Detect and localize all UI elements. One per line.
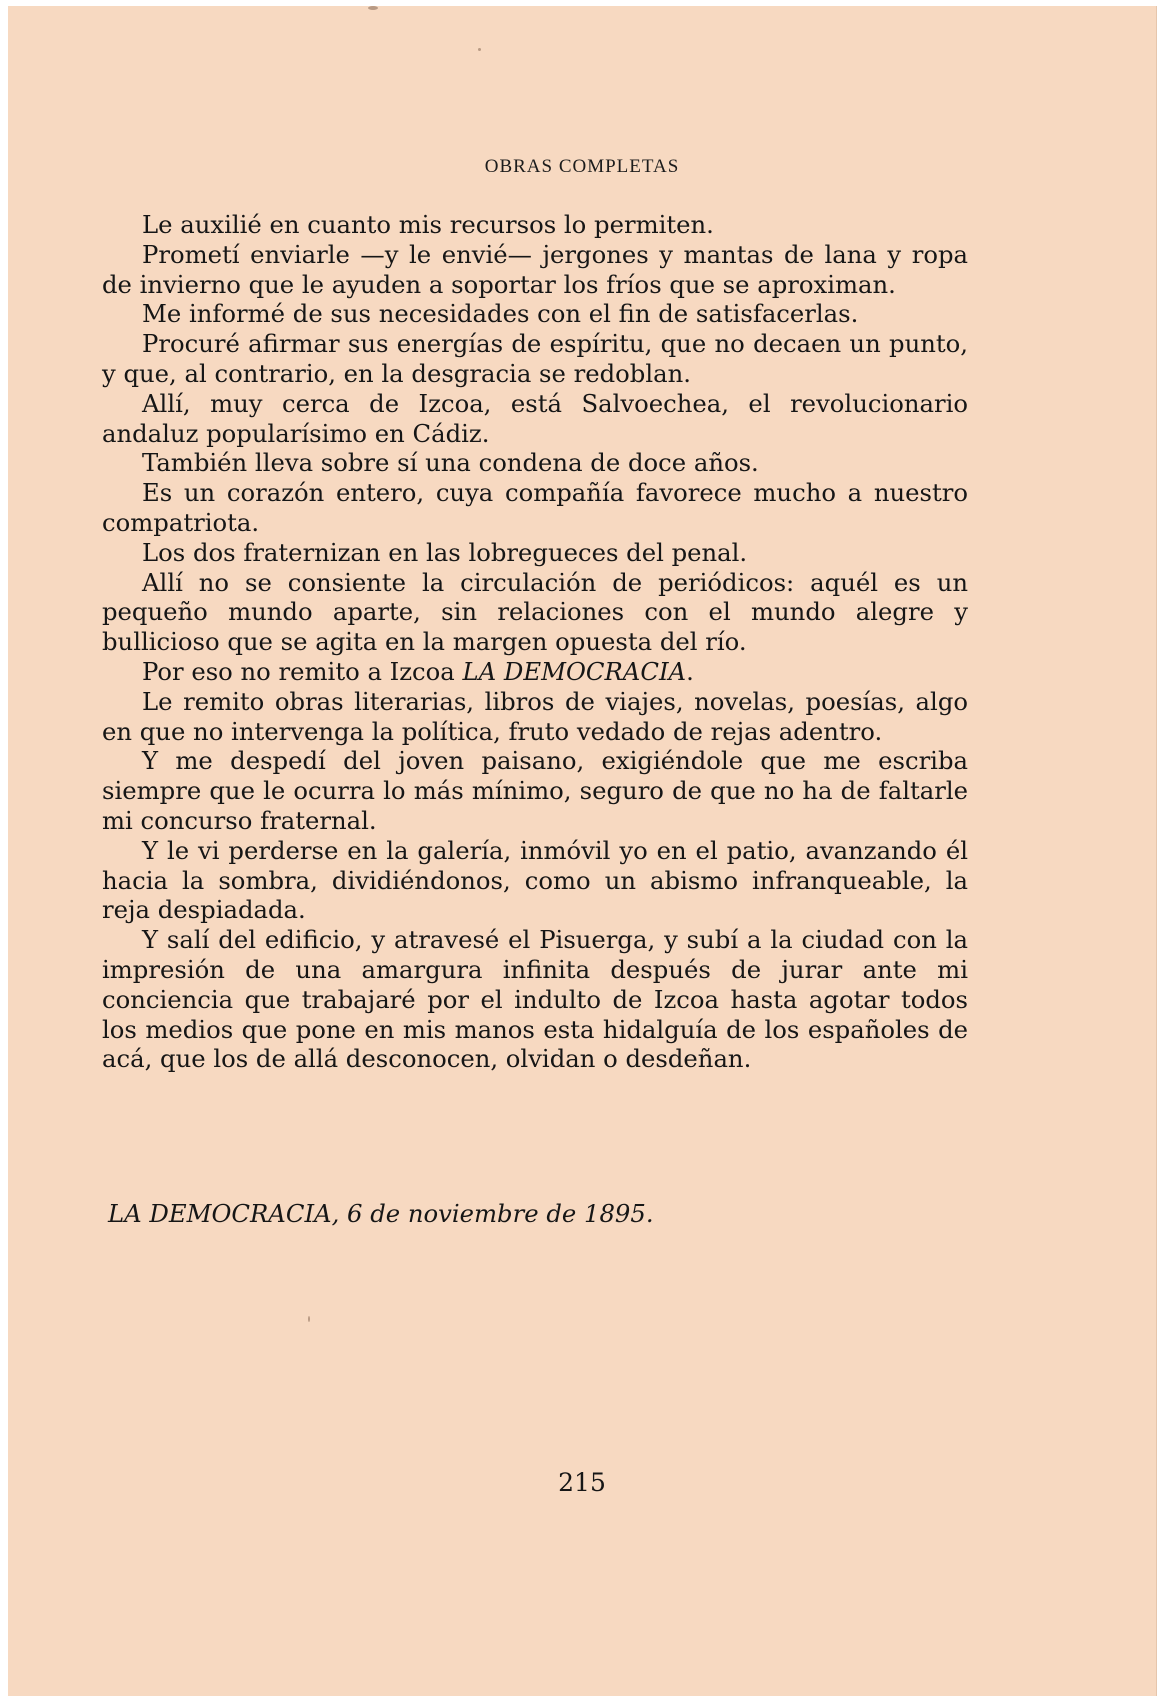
paragraph: Le remito obras literarias, libros de viajes, novelas, poesías, algo en que no intervenga la política, fruto vedado de rejas adentro. — [102, 686, 968, 746]
paper-speck — [308, 1316, 310, 1322]
paragraph-text: Por eso no remito a Izcoa — [142, 656, 463, 686]
paper-speck — [478, 48, 481, 51]
paragraph: Me informé de sus necesidades con el fin de satisfacerlas. — [142, 299, 859, 329]
paragraph: Y me despedí del joven paisano, exigiéndole que me escriba siempre que le ocurra lo más mínimo, seguro de que no ha de faltarle mi concurso fraternal. — [102, 746, 968, 835]
body-text — [102, 210, 968, 1074]
paragraph: Y le vi perderse en la galería, inmóvil yo en el patio, avanzando él hacia la sombra, dividiéndonos, como un abismo infranqueable, la reja despiadada. — [102, 835, 968, 925]
paragraph: Prometí enviarle —y le envié— jergones y mantas de lana y ropa de invierno que le ayuden a soportar los fríos que se aproximan. — [102, 239, 968, 299]
running-head: OBRAS COMPLETAS — [484, 156, 680, 177]
paragraph — [102, 657, 968, 687]
paragraph: Allí, muy cerca de Izcoa, está Salvoechea, el revolucionario andaluz popularísimo en Cádiz. — [102, 388, 968, 448]
newspaper-title: LA DEMOCRACIA — [462, 656, 687, 686]
paragraph: También lleva sobre sí una condena de doce años. — [142, 448, 759, 478]
page-number: 215 — [558, 1468, 606, 1497]
book-page — [8, 6, 1157, 1696]
paragraph: Allí no se consiente la circulación de periódicos: aquél es un pequeño mundo aparte, sin relaciones con el mundo alegre y bullicioso que se agita en la margen opuesta del río. — [102, 567, 968, 657]
source-citation: LA DEMOCRACIA, 6 de noviembre de 1895. — [108, 1199, 654, 1228]
paper-speck — [368, 6, 378, 10]
paragraph: Es un corazón entero, cuya compañía favorece mucho a nuestro compatriota. — [102, 478, 968, 537]
paragraph-text: . — [686, 656, 694, 686]
paragraph: Y salí del edificio, y atravesé el Pisuerga, y subí a la ciudad con la impresión de una amargura infinita después de jurar ante mi conciencia que trabajaré por el indulto de Izcoa hasta agotar todos los medios que pone en mis manos esta hidalguía de los españoles de acá, que los de allá desconocen, olvidan o desdeñan. — [102, 925, 968, 1074]
paragraph: Procuré afirmar sus energías de espíritu, que no decaen un punto, y que, al contrario, en la desgracia se redoblan. — [102, 329, 968, 388]
paragraph: Los dos fraternizan en las lobregueces del penal. — [142, 537, 748, 567]
paragraph: Le auxilié en cuanto mis recursos lo permiten. — [142, 210, 714, 239]
